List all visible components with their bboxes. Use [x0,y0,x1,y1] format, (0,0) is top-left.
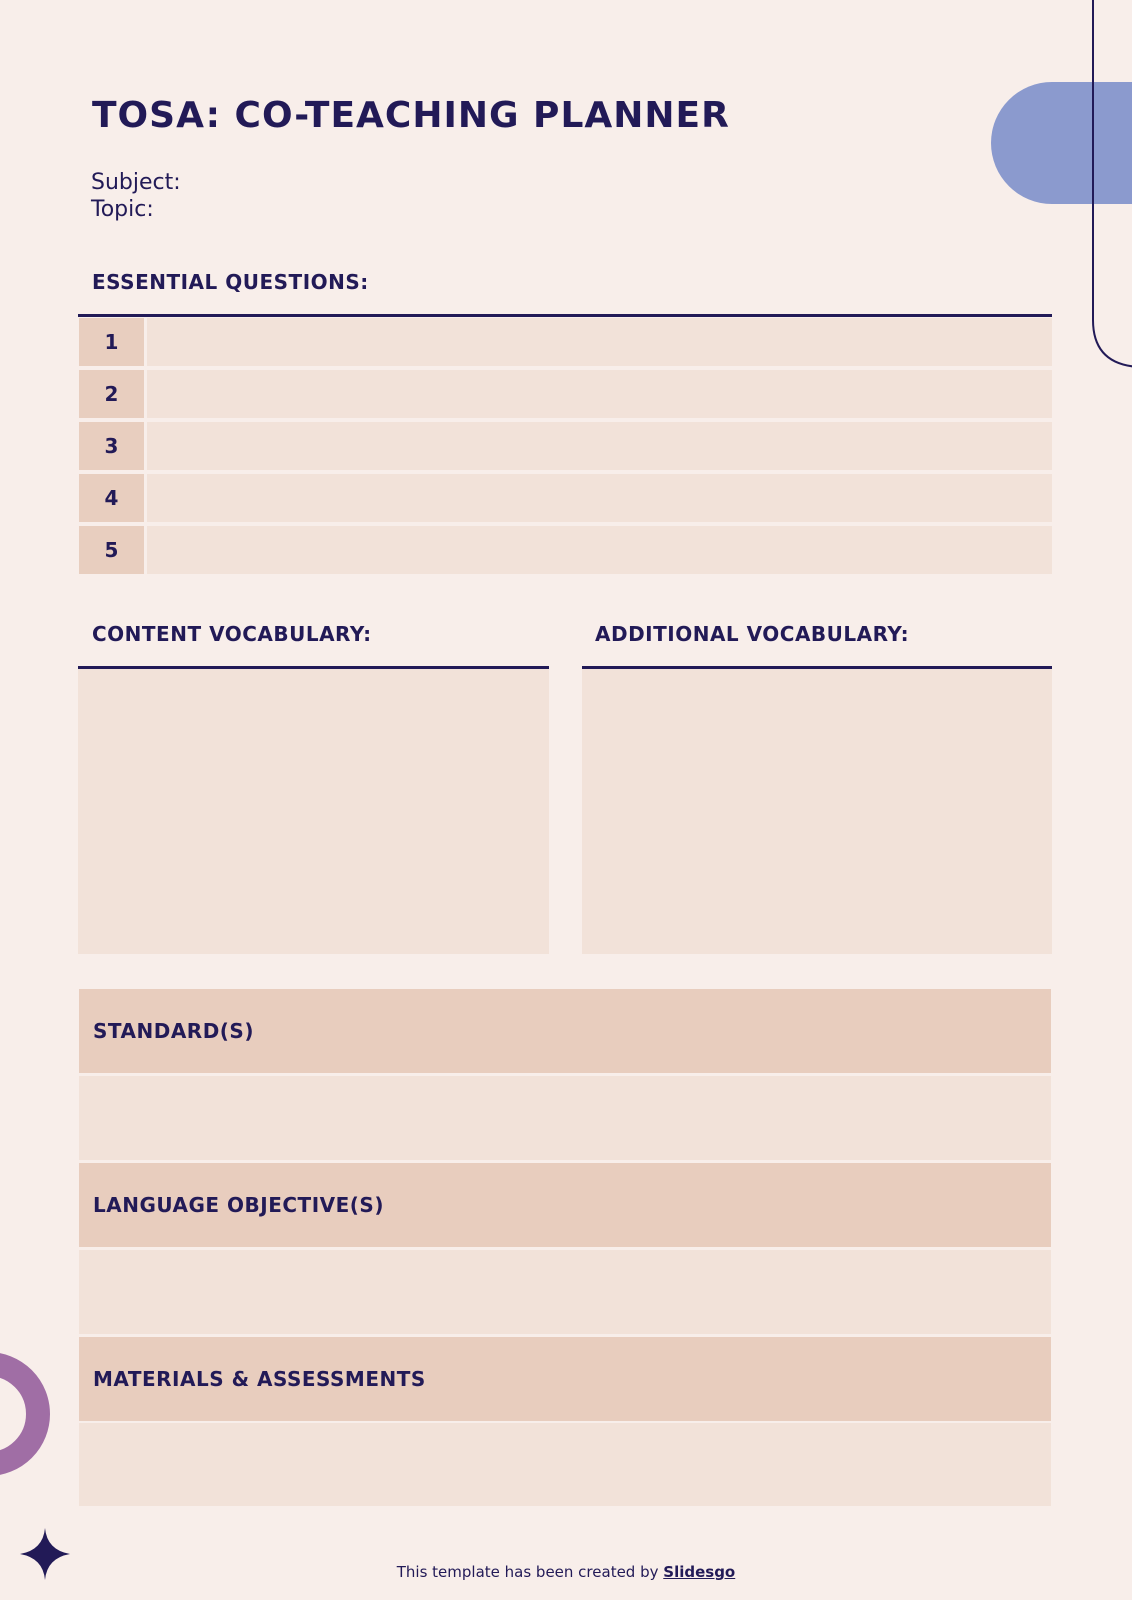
materials-assessments-header: MATERIALS & ASSESSMENTS [79,1337,1051,1421]
question-row [79,422,1052,470]
question-row [79,474,1052,522]
language-objectives-input[interactable] [79,1250,1051,1334]
question-input[interactable] [147,370,1052,418]
question-row [79,526,1052,574]
additional-vocabulary-box[interactable] [582,669,1052,954]
materials-assessments-input[interactable] [79,1423,1051,1506]
question-input[interactable] [147,318,1052,366]
essential-questions-rule [78,314,1052,317]
question-input[interactable] [147,422,1052,470]
question-number: 1 [79,318,144,366]
footer-credit [0,1563,1132,1581]
essential-questions-heading: ESSENTIAL QUESTIONS: [92,270,369,294]
standards-input[interactable] [79,1076,1051,1160]
essential-questions-table [79,318,1052,574]
content-vocabulary-heading: CONTENT VOCABULARY: [92,622,372,646]
question-row [79,370,1052,418]
content-vocabulary-box[interactable] [78,669,549,954]
question-number: 5 [79,526,144,574]
language-objectives-header: LANGUAGE OBJECTIVE(S) [79,1163,1051,1247]
topic-label: Topic: [91,197,154,222]
purple-ring-decoration [0,1340,60,1490]
question-row [79,318,1052,366]
question-input[interactable] [147,474,1052,522]
corner-line-decoration [1080,0,1132,380]
question-number: 2 [79,370,144,418]
question-number: 3 [79,422,144,470]
page-title: TOSA: CO-TEACHING PLANNER [92,95,730,136]
additional-vocabulary-heading: ADDITIONAL VOCABULARY: [595,622,910,646]
standards-header: STANDARD(S) [79,989,1051,1073]
slidesgo-link[interactable]: Slidesgo [663,1563,736,1581]
question-number: 4 [79,474,144,522]
footer-text: This template has been created by [396,1563,664,1581]
question-input[interactable] [147,526,1052,574]
subject-label: Subject: [91,170,181,195]
